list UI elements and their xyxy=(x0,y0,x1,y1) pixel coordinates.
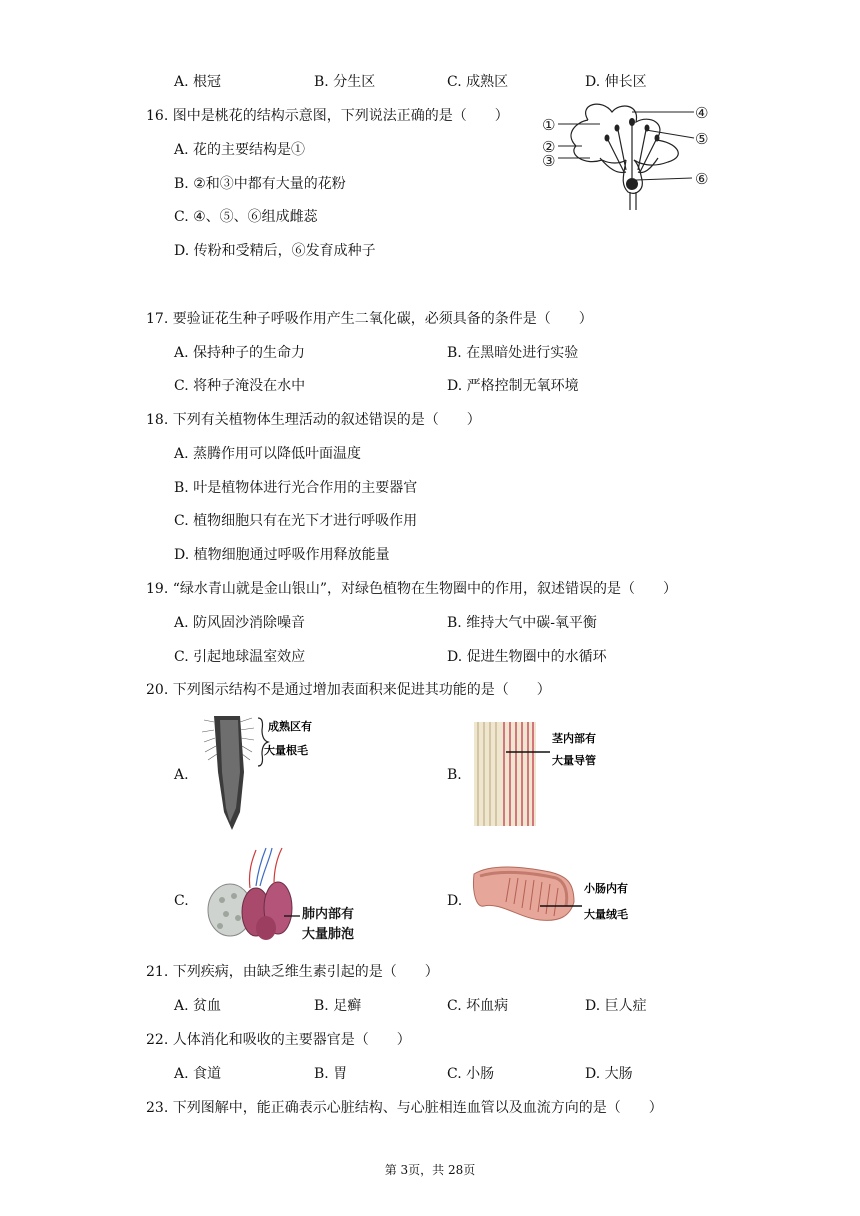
alveoli-label-line1: 肺内部有 xyxy=(302,907,355,922)
q16-option-c: C. ④、⑤、⑥组成雌蕊 xyxy=(174,209,318,225)
q20-option-c: C. xyxy=(174,893,189,909)
q19-stem: 19. “绿水青山就是金山银山”，对绿色植物在生物圈中的作用，叙述错误的是（ ） xyxy=(146,581,678,597)
q16-stem: 16. 图中是桃花的结构示意图，下列说法正确的是（ ） xyxy=(146,108,509,124)
alveoli-figure xyxy=(200,846,370,944)
q19-option-c: C. 引起地球温室效应 xyxy=(174,649,306,665)
root-hair-label-line1: 成熟区有 xyxy=(268,720,312,733)
q22-option-a: A. 食道 xyxy=(174,1066,222,1082)
root-hair-figure xyxy=(200,712,330,834)
q15-option-a: A. 根冠 xyxy=(174,74,222,90)
q17-option-c: C. 将种子淹没在水中 xyxy=(174,378,306,394)
flower-label-2: ② xyxy=(542,138,556,156)
q17-option-d: D. 严格控制无氧环境 xyxy=(447,378,579,394)
q22-option-c: C. 小肠 xyxy=(447,1066,495,1082)
villi-label-line2: 大量绒毛 xyxy=(584,908,628,921)
q22-option-d: D. 大肠 xyxy=(585,1066,633,1082)
villi-label-line1: 小肠内有 xyxy=(584,882,628,895)
q17-option-a: A. 保持种子的生命力 xyxy=(174,345,306,361)
q17-option-b: B. 在黑暗处进行实验 xyxy=(447,345,579,361)
q21-option-b: B. 足癣 xyxy=(314,998,362,1014)
page-footer: 第 3页，共 28页 xyxy=(384,1163,476,1177)
q18-option-a: A. 蒸腾作用可以降低叶面温度 xyxy=(174,446,362,462)
flower-label-1: ① xyxy=(542,116,556,134)
q18-stem: 18. 下列有关植物体生理活动的叙述错误的是（ ） xyxy=(146,412,481,428)
q21-stem: 21. 下列疾病，由缺乏维生素引起的是（ ） xyxy=(146,964,439,980)
q21-option-a: A. 贫血 xyxy=(174,998,222,1014)
q20-stem: 20. 下列图示结构不是通过增加表面积来促进其功能的是（ ） xyxy=(146,682,551,698)
intestinal-villi-figure xyxy=(470,862,640,932)
q19-option-a: A. 防风固沙消除噪音 xyxy=(174,615,306,631)
q22-option-b: B. 胃 xyxy=(314,1066,348,1082)
stem-vessel-label-line2: 大量导管 xyxy=(552,754,596,767)
q18-option-b: B. 叶是植物体进行光合作用的主要器官 xyxy=(174,480,418,496)
flower-label-6: ⑥ xyxy=(695,170,709,188)
q15-option-b: B. 分生区 xyxy=(314,74,376,90)
stem-vessel-label-line1: 茎内部有 xyxy=(552,732,596,745)
peach-flower-figure xyxy=(540,100,720,212)
root-hair-label-line2: 大量根毛 xyxy=(264,744,308,757)
q19-option-d: D. 促进生物圈中的水循环 xyxy=(447,649,607,665)
q20-option-a: A. xyxy=(174,767,189,783)
flower-label-5: ⑤ xyxy=(695,130,709,148)
q15-option-d: D. 伸长区 xyxy=(585,74,647,90)
flower-label-4: ④ xyxy=(695,104,709,122)
q16-option-d: D. 传粉和受精后，⑥发育成种子 xyxy=(174,243,376,259)
q22-stem: 22. 人体消化和吸收的主要器官是（ ） xyxy=(146,1032,411,1048)
q21-option-c: C. 坏血病 xyxy=(447,998,509,1014)
q19-option-b: B. 维持大气中碳-氧平衡 xyxy=(447,615,597,631)
q21-option-d: D. 巨人症 xyxy=(585,998,647,1014)
stem-vessel-figure xyxy=(470,720,640,828)
q17-stem: 17. 要验证花生种子呼吸作用产生二氧化碳，必须具备的条件是（ ） xyxy=(146,311,593,327)
q16-option-a: A. 花的主要结构是① xyxy=(174,142,306,158)
q20-option-d: D. xyxy=(447,893,463,909)
q23-stem: 23. 下列图解中，能正确表示心脏结构、与心脏相连血管以及血流方向的是（ ） xyxy=(146,1100,663,1116)
flower-label-3: ③ xyxy=(542,152,556,170)
q18-option-c: C. 植物细胞只有在光下才进行呼吸作用 xyxy=(174,513,418,529)
q18-option-d: D. 植物细胞通过呼吸作用释放能量 xyxy=(174,547,390,563)
q16-option-b: B. ②和③中都有大量的花粉 xyxy=(174,176,346,192)
q20-option-b: B. xyxy=(447,767,462,783)
alveoli-label-line2: 大量肺泡 xyxy=(302,927,355,942)
q15-option-c: C. 成熟区 xyxy=(447,74,509,90)
